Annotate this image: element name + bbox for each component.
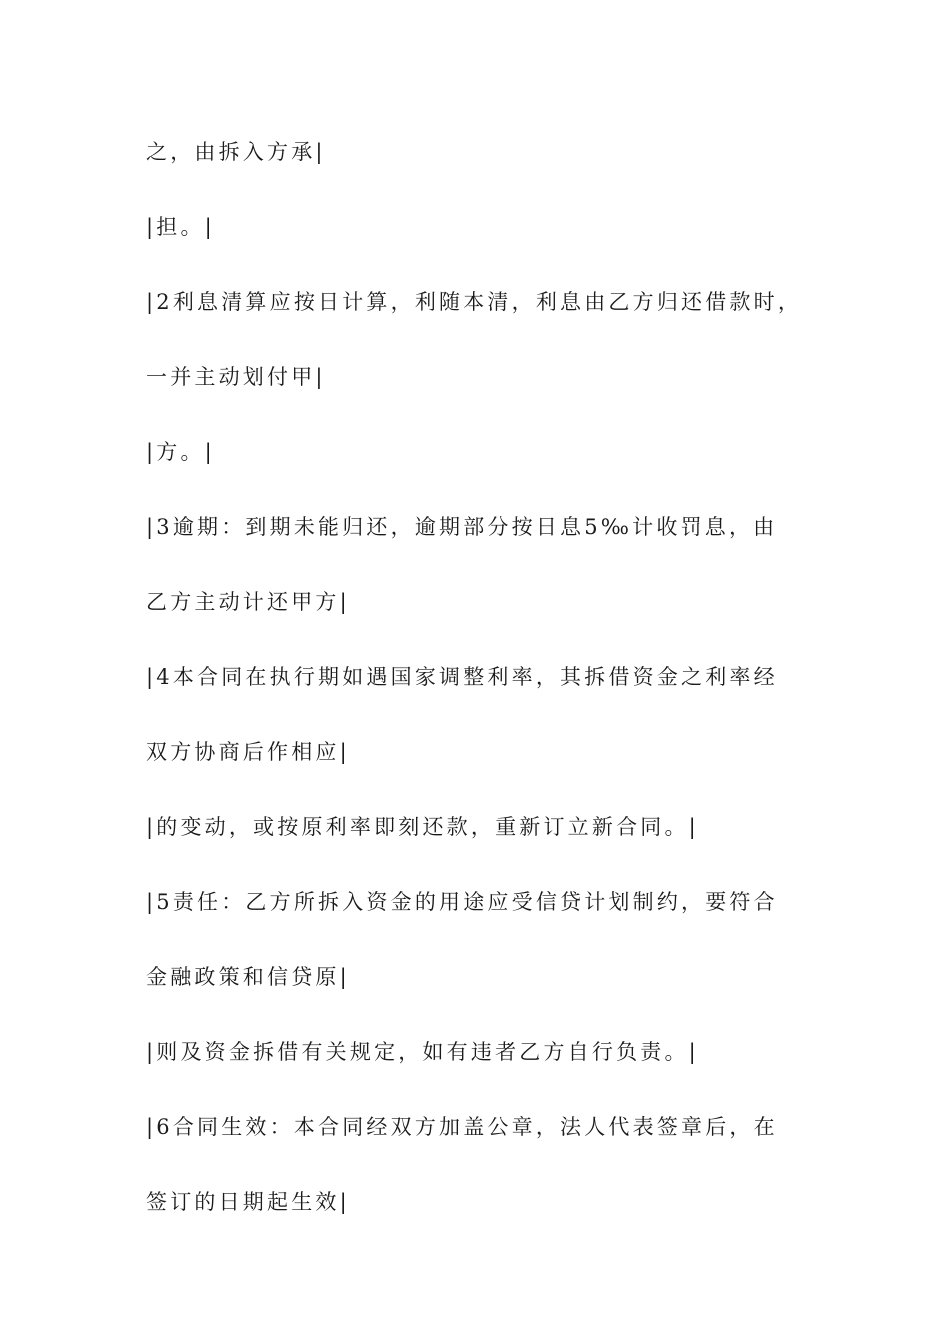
text-line: |2利息清算应按日计算，利随本清，利息由乙方归还借款时， [146,290,803,314]
text-line: 签订的日期起生效| [146,1190,350,1214]
text-line: |的变动，或按原利率即刻还款，重新订立新合同。| [146,815,699,839]
text-line: |5责任：乙方所拆入资金的用途应受信贷计划制约，要符合 [146,890,778,914]
text-line: 一并主动划付甲| [146,365,326,389]
text-line: |4本合同在执行期如遇国家调整利率，其拆借资金之利率经 [146,665,778,689]
text-line: |则及资金拆借有关规定，如有违者乙方自行负责。| [146,1040,699,1064]
text-line: |3逾期：到期未能归还，逾期部分按日息5‰计收罚息，由 [146,515,778,539]
text-line: 之，由拆入方承| [146,140,326,164]
text-line: |6合同生效：本合同经双方加盖公章，法人代表签章后，在 [146,1115,778,1139]
text-line: |担。| [146,215,215,239]
text-line: 双方协商后作相应| [146,740,350,764]
text-line: 乙方主动计还甲方| [146,590,350,614]
text-line: |方。| [146,440,215,464]
text-line: 金融政策和信贷原| [146,965,350,989]
